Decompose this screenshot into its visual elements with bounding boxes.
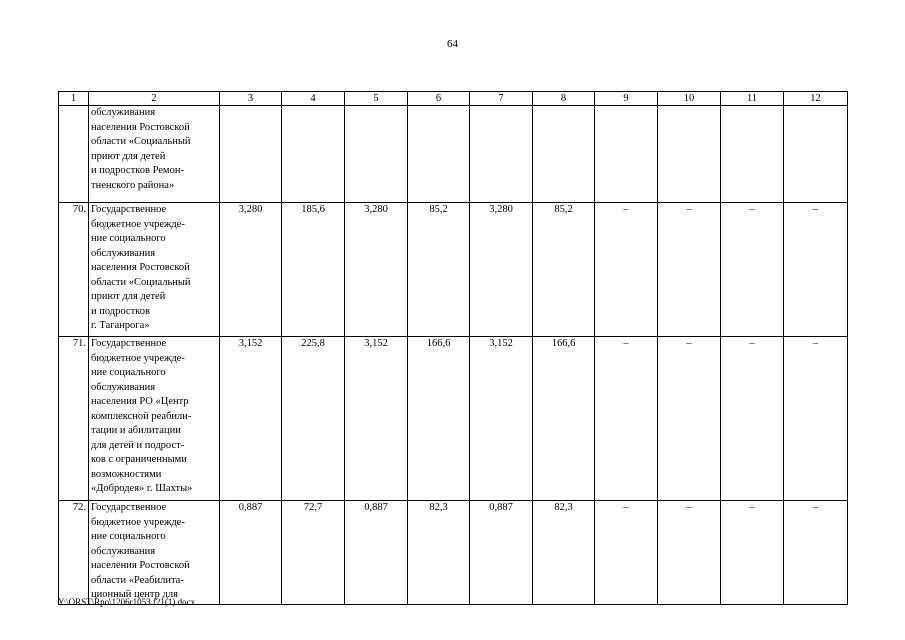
value-cell: 85,2 xyxy=(533,203,595,337)
institution-name: Государственное бюджетное учрежде- ние социального обслуживания населения Ростовской области «Социальный приют для детей и подростков г. Таганрога» xyxy=(89,203,220,337)
value-cell: 3,280 xyxy=(345,203,408,337)
value-cell xyxy=(721,106,784,203)
page-number: 64 xyxy=(447,38,458,50)
header-row xyxy=(59,92,848,106)
value-cell: 3,280 xyxy=(470,203,533,337)
value-cell: 166,6 xyxy=(533,337,595,501)
value-cell: – xyxy=(784,337,848,501)
file-path-footer: Y:\ORST\Rpo\1206r1053.f21(1).docx xyxy=(58,597,196,607)
column-header: 10 xyxy=(658,92,721,106)
value-cell xyxy=(595,106,658,203)
value-cell: 72,7 xyxy=(282,501,345,605)
institution-name: Государственное бюджетное учрежде- ние социального обслуживания населения РО «Центр комплексной реабили- тации и абилитации для детей и подрост- ков с ограниченными возможностями «Добродея» г. Шахты» xyxy=(89,337,220,501)
value-cell xyxy=(470,106,533,203)
value-cell: 0,887 xyxy=(220,501,282,605)
column-header: 8 xyxy=(533,92,595,106)
table-row xyxy=(59,337,848,501)
column-header: 7 xyxy=(470,92,533,106)
institution-name: Государственное бюджетное учрежде- ние социального обслуживания населения Ростовской области «Реабилита- ционный центр для xyxy=(89,501,220,605)
institution-name: обслуживания населения Ростовской области «Социальный приют для детей и подростков Ремон- тненского района» xyxy=(89,106,220,203)
value-cell: – xyxy=(595,203,658,337)
value-cell: – xyxy=(721,501,784,605)
value-cell: 85,2 xyxy=(408,203,470,337)
value-cell: – xyxy=(784,203,848,337)
value-cell: – xyxy=(784,501,848,605)
column-header: 12 xyxy=(784,92,848,106)
value-cell xyxy=(658,106,721,203)
value-cell xyxy=(784,106,848,203)
column-header: 6 xyxy=(408,92,470,106)
value-cell: 0,887 xyxy=(470,501,533,605)
table-row xyxy=(59,501,848,605)
value-cell xyxy=(408,106,470,203)
column-header: 1 xyxy=(59,92,89,106)
column-header: 11 xyxy=(721,92,784,106)
column-header: 4 xyxy=(282,92,345,106)
value-cell: – xyxy=(721,203,784,337)
value-cell: – xyxy=(595,501,658,605)
value-cell: – xyxy=(595,337,658,501)
value-cell: 82,3 xyxy=(533,501,595,605)
value-cell: 225,8 xyxy=(282,337,345,501)
value-cell: – xyxy=(658,501,721,605)
row-number: 71. xyxy=(59,337,89,501)
value-cell: 82,3 xyxy=(408,501,470,605)
value-cell: 3,152 xyxy=(470,337,533,501)
table-row xyxy=(59,106,848,203)
column-header: 9 xyxy=(595,92,658,106)
value-cell: 3,152 xyxy=(345,337,408,501)
row-number: 70. xyxy=(59,203,89,337)
value-cell: – xyxy=(721,337,784,501)
value-cell xyxy=(345,106,408,203)
value-cell: 3,152 xyxy=(220,337,282,501)
value-cell: 166,6 xyxy=(408,337,470,501)
value-cell: 185,6 xyxy=(282,203,345,337)
column-header: 5 xyxy=(345,92,408,106)
value-cell: – xyxy=(658,337,721,501)
value-cell: 3,280 xyxy=(220,203,282,337)
column-header: 3 xyxy=(220,92,282,106)
value-cell xyxy=(533,106,595,203)
table-row xyxy=(59,203,848,337)
row-number xyxy=(59,106,89,203)
value-cell xyxy=(282,106,345,203)
column-header: 2 xyxy=(89,92,220,106)
data-table xyxy=(58,91,848,605)
value-cell: – xyxy=(658,203,721,337)
value-cell xyxy=(220,106,282,203)
row-number: 72. xyxy=(59,501,89,605)
value-cell: 0,887 xyxy=(345,501,408,605)
